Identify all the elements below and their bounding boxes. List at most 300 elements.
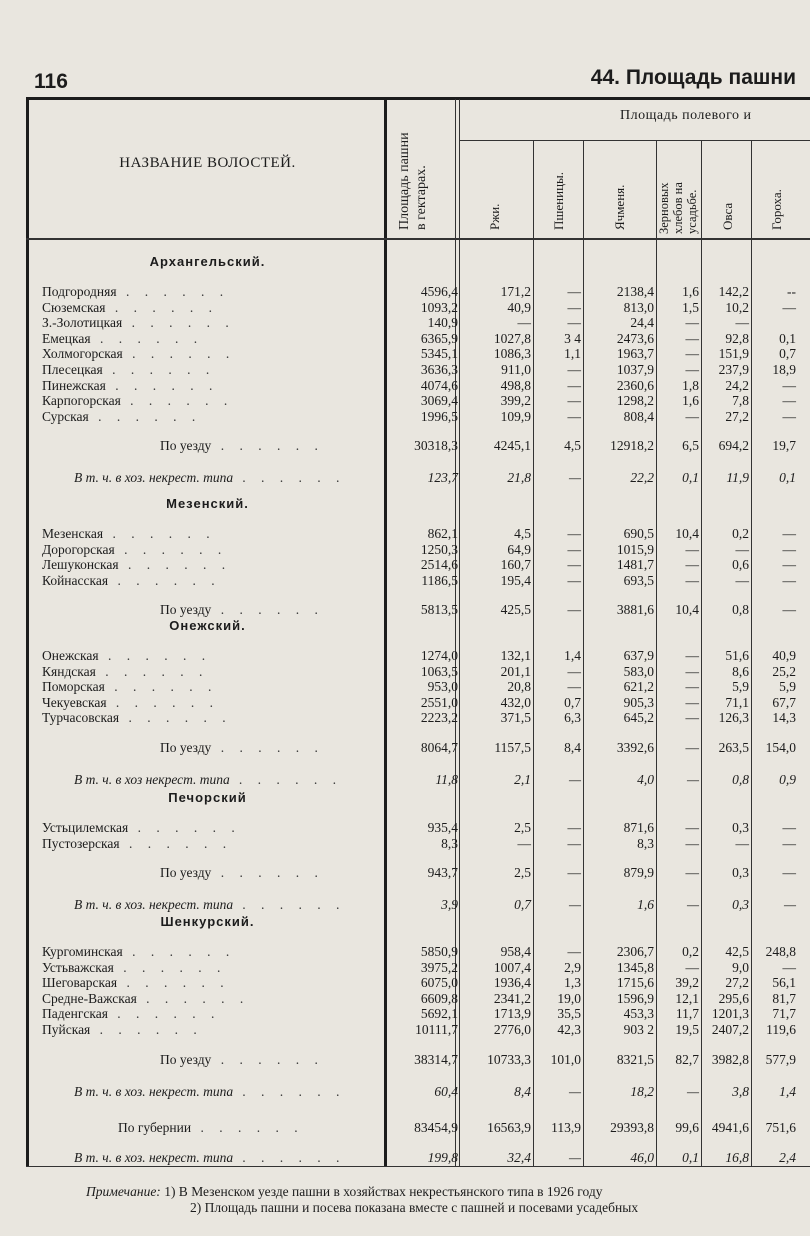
volost-name (42, 526, 216, 542)
cell-oats: — (735, 835, 749, 851)
cell-wheat: — (567, 408, 581, 424)
cell-grain-homestead: — (686, 897, 699, 913)
footnote-line-2: 2) Площадь пашни и посева показана вместе с пашней и посевами усадебных (190, 1200, 639, 1215)
row-name-text: По уезду (160, 1051, 212, 1067)
cell-area: 1186,5 (421, 572, 458, 588)
cell-rye: 1086,3 (493, 346, 531, 362)
cell-wheat: 4,5 (564, 438, 581, 454)
leader-dots: . . . . . . (107, 1006, 221, 1022)
total-row (0, 602, 810, 618)
page-number: 116 (34, 70, 68, 93)
cell-peas: 119,6 (766, 1022, 796, 1037)
leader-dots: . . . . . . (105, 377, 219, 393)
cell-wheat: — (568, 1150, 581, 1165)
cell-grain-homestead: — (685, 820, 699, 835)
table-row (0, 346, 810, 362)
cell-barley: 1963,7 (616, 346, 654, 362)
volost-name (42, 362, 215, 378)
row-name-text: Дорогорская (42, 541, 115, 557)
volost-name (42, 710, 232, 726)
cell-grain-homestead: 39,2 (675, 975, 699, 991)
row-name-text: В т. ч. в хоз некрест. типа (74, 772, 230, 787)
cell-grain-homestead: 10,4 (675, 526, 699, 541)
leader-dots: . . . . . . (211, 438, 324, 454)
row-name-text: Пуйская (42, 1022, 91, 1037)
cell-oats: 92,8 (725, 330, 749, 346)
cell-barley: 2360,6 (616, 377, 654, 393)
cell-barley: 46,0 (630, 1150, 654, 1165)
cell-rye: 201,1 (500, 663, 531, 679)
section-title: Архангельский. (149, 254, 266, 269)
cell-area: 1996,5 (420, 408, 458, 424)
volost-name (42, 573, 221, 589)
volost-name (42, 315, 235, 331)
row-name-text: Шеговарская (42, 975, 118, 991)
cell-grain-homestead: — (686, 1083, 699, 1099)
cell-area: 3,9 (441, 897, 458, 913)
cell-oats: — (735, 572, 749, 588)
leader-dots: . . . . . . (103, 526, 216, 541)
cell-rye: 399,2 (500, 393, 531, 409)
cell-grain-homestead: 82,7 (675, 1051, 699, 1067)
cell-oats: 71,1 (725, 694, 749, 710)
cell-grain-homestead: 10,4 (675, 602, 699, 618)
cell-area: 943,7 (427, 865, 458, 881)
cell-wheat: — (568, 772, 581, 787)
row-name-text: Поморская (42, 679, 105, 695)
cell-peas: — (782, 408, 796, 424)
cell-barley: 1,6 (637, 897, 654, 913)
table-row (0, 679, 810, 695)
volost-name (42, 991, 249, 1007)
table-row (0, 526, 810, 542)
leader-dots: . . . . . . (104, 679, 218, 695)
cell-wheat: 113,9 (551, 1120, 581, 1135)
table-row (0, 991, 810, 1007)
subtotal-row (0, 470, 810, 486)
cell-peas: 0,7 (779, 346, 796, 362)
cell-wheat: 35,5 (557, 1006, 581, 1022)
leader-dots: . . . . . . (229, 772, 343, 787)
leader-dots: . . . . . . (90, 330, 204, 346)
total-row (0, 740, 810, 756)
cell-grain-homestead: — (685, 710, 699, 726)
cell-barley: 693,5 (623, 572, 654, 588)
cell-peas: — (782, 557, 796, 573)
row-name-text: По уезду (160, 740, 212, 755)
cell-barley: 8321,5 (616, 1051, 654, 1067)
cell-peas: 5,9 (779, 679, 796, 695)
leader-dots: . . . . . . (118, 557, 232, 573)
cell-wheat: — (568, 897, 581, 913)
sown-area-group-header: Площадь полевого и (620, 108, 752, 123)
cell-peas: — (782, 835, 796, 851)
cell-oats: 295,6 (718, 990, 749, 1006)
leader-dots: . . . . . . (128, 820, 241, 835)
leader-dots: . . . . . . (233, 470, 346, 486)
cell-oats: 0,8 (732, 772, 749, 787)
cell-peas: -- (787, 284, 796, 299)
cell-barley: 1298,2 (616, 393, 654, 409)
cell-barley: 871,6 (623, 820, 654, 835)
cell-grain-homestead: 19,5 (675, 1022, 699, 1037)
cell-area: 199,8 (427, 1150, 458, 1165)
cell-rye: 371,5 (500, 710, 531, 726)
page-heading: 44. Площадь пашни (590, 66, 796, 89)
cell-rye: 432,0 (500, 694, 531, 710)
cell-oats: 0,3 (732, 820, 749, 835)
cell-peas: 19,7 (772, 438, 796, 454)
cell-wheat: — (567, 572, 581, 588)
cell-rye: 2341,2 (493, 990, 531, 1006)
volost-name (42, 975, 230, 991)
cell-peas: 751,6 (765, 1120, 796, 1135)
cell-rye: 20,8 (507, 679, 531, 695)
footnote-line-1 (86, 1184, 638, 1200)
cell-peas: 71,7 (772, 1006, 796, 1022)
cell-wheat: — (568, 470, 581, 486)
cell-grain-homestead: — (685, 572, 699, 588)
peas-column-header: Гороха. (769, 189, 784, 230)
cell-oats: 51,6 (725, 648, 749, 663)
cell-grain-homestead: — (685, 541, 699, 557)
cell-grain-homestead: 6,5 (682, 438, 699, 454)
cell-barley: 813,0 (623, 299, 654, 315)
leader-dots: . . . . . . (106, 694, 220, 710)
table-row (0, 1006, 810, 1022)
row-name-text: Лешуконская (42, 557, 119, 573)
cell-wheat: 3 4 (564, 330, 581, 346)
cell-oats: 24,2 (725, 377, 749, 393)
row-name-text: Устьцилемская (42, 820, 129, 835)
cell-rye: 21,8 (507, 470, 531, 486)
cell-grain-homestead: 0,1 (682, 470, 699, 486)
cell-rye: 8,4 (514, 1083, 531, 1099)
cell-barley: 808,4 (623, 408, 654, 424)
cell-grain-homestead: 11,7 (675, 1006, 699, 1022)
leader-dots: . . . . . . (108, 572, 221, 588)
cell-barley: 29393,8 (610, 1120, 654, 1135)
cell-rye: 1936,4 (493, 975, 531, 991)
cell-peas: — (782, 393, 796, 409)
cell-grain-homestead: — (685, 648, 699, 663)
cell-rye: 2,5 (514, 820, 531, 835)
cell-rye: 10733,3 (487, 1051, 531, 1067)
row-name-text: Сурская (42, 408, 89, 424)
cell-area: 2551,0 (420, 694, 458, 710)
volost-name (42, 679, 217, 695)
cell-wheat: — (567, 835, 581, 851)
row-name-text: По губернии (118, 1120, 192, 1135)
grain-homestead-column-header: Зерновых хлебов на усадьбе. (657, 182, 699, 234)
cell-area: 38314,7 (414, 1051, 458, 1067)
cell-oats: 9,0 (732, 959, 749, 975)
cell-wheat: 0,7 (564, 694, 581, 710)
volost-name (42, 1022, 203, 1038)
cell-barley: 3881,6 (616, 602, 654, 618)
non-peasant-label (74, 1084, 346, 1100)
leader-dots: . . . . . . (211, 740, 324, 755)
cell-grain-homestead: — (685, 557, 699, 573)
cell-rye: 40,9 (507, 299, 531, 315)
cell-wheat: — (567, 393, 581, 409)
cell-barley: 903 2 (623, 1022, 654, 1037)
cell-barley: 2138,4 (616, 284, 654, 299)
cell-peas: — (783, 897, 796, 913)
cell-rye: 958,4 (500, 944, 531, 959)
cell-rye: 0,7 (514, 897, 531, 913)
table-bottom-rule (26, 1166, 810, 1167)
cell-wheat: — (567, 526, 581, 541)
cell-wheat: — (568, 1083, 581, 1099)
cell-area: 8064,7 (420, 740, 458, 755)
cell-peas: 67,7 (772, 694, 796, 710)
cell-area: 6075,0 (420, 975, 458, 991)
cell-barley: 690,5 (623, 526, 654, 541)
cell-rye: 109,9 (500, 408, 531, 424)
cell-peas: 154,0 (765, 740, 796, 755)
row-name-text: Кургоминская (42, 944, 123, 959)
cell-oats: 3,8 (732, 1083, 749, 1099)
leader-dots: . . . . . . (119, 710, 232, 726)
cell-oats: 11,9 (726, 470, 749, 486)
section-title: Онежский. (169, 618, 246, 633)
cell-area: 2514,6 (420, 557, 458, 573)
cell-grain-homestead: — (685, 330, 699, 346)
cell-wheat: — (567, 602, 581, 618)
table-row (0, 557, 810, 573)
cell-wheat: — (567, 315, 581, 331)
cell-wheat: 6,3 (564, 710, 581, 726)
cell-wheat: — (567, 820, 581, 835)
cell-peas: 0,9 (779, 772, 796, 787)
table-row (0, 695, 810, 711)
leader-dots: . . . . . . (233, 897, 346, 913)
cell-rye: 1713,9 (493, 1006, 531, 1022)
cell-peas: — (782, 526, 796, 541)
table-row (0, 315, 810, 331)
cell-grain-homestead: 1,5 (682, 299, 699, 315)
leader-dots: . . . . . . (211, 1051, 324, 1067)
row-name-text: Подгородняя (42, 284, 117, 299)
total-row (0, 1120, 810, 1136)
cell-area: 5850,9 (420, 944, 458, 959)
cell-area: 2223,2 (420, 710, 458, 726)
leader-dots: . . . . . . (114, 541, 228, 557)
cell-grain-homestead: — (685, 865, 699, 881)
cell-grain-homestead: 12,1 (675, 990, 699, 1006)
cell-area: 123,7 (427, 470, 458, 486)
leader-dots: . . . . . . (233, 1083, 346, 1099)
row-name-text: З.-Золотицкая (42, 315, 123, 331)
cell-peas: 248,8 (765, 944, 796, 959)
cell-oats: 10,2 (725, 299, 749, 315)
cell-area: 1250,3 (420, 541, 458, 557)
cell-area: 140,9 (427, 315, 458, 331)
volost-name (42, 346, 235, 362)
cell-grain-homestead: — (685, 315, 699, 331)
cell-peas: 577,9 (765, 1051, 796, 1067)
cell-barley: 4,0 (637, 772, 654, 787)
cell-grain-homestead: 1,6 (682, 284, 699, 299)
cell-oats: 237,9 (718, 362, 749, 377)
leader-dots: . . . . . . (117, 975, 230, 991)
cell-wheat: 101,0 (550, 1051, 581, 1067)
cell-grain-homestead: — (685, 362, 699, 377)
oats-column-header: Овса (720, 202, 735, 230)
cell-area: 10111,7 (415, 1022, 458, 1037)
cell-barley: 24,4 (630, 315, 654, 331)
cell-wheat: 2,9 (564, 959, 581, 975)
cell-rye: 1007,4 (493, 959, 531, 975)
cell-peas: 56,1 (772, 975, 796, 991)
cell-area: 6365,9 (420, 330, 458, 346)
cell-barley: 12918,2 (610, 438, 654, 454)
cell-rye: 2,5 (514, 865, 531, 881)
cell-rye: 1157,5 (494, 740, 531, 755)
cell-peas: — (782, 865, 796, 881)
province-total-label (118, 1120, 304, 1136)
cell-area: 60,4 (434, 1083, 458, 1099)
cell-oats: 4941,6 (711, 1120, 749, 1135)
row-name-text: Сюземская (42, 299, 106, 315)
cell-barley: 22,2 (630, 470, 654, 486)
rye-column-header: Ржи. (487, 203, 502, 230)
leader-dots: . . . . . . (211, 602, 324, 618)
row-name-text: В т. ч. в хоз. некрест. типа (74, 1083, 234, 1099)
cell-wheat: — (567, 944, 581, 959)
table-row (0, 331, 810, 347)
cell-grain-homestead: — (685, 408, 699, 424)
cell-oats: 0,3 (732, 865, 749, 881)
table-row (0, 664, 810, 680)
cell-area: 1093,2 (420, 299, 458, 315)
cell-wheat: — (567, 541, 581, 557)
cell-oats: 1201,3 (711, 1006, 749, 1022)
district-total-label (160, 602, 324, 618)
cell-rye: 498,8 (500, 377, 531, 393)
non-peasant-label (74, 897, 346, 913)
cell-area: 3975,2 (420, 959, 458, 975)
cell-grain-homestead: — (685, 959, 699, 975)
table-row (0, 975, 810, 991)
cell-rye: 2,1 (514, 772, 531, 787)
cell-oats: 7,8 (732, 393, 749, 409)
table-row (0, 836, 810, 852)
cell-barley: 621,2 (623, 679, 654, 695)
cell-barley: 1015,9 (616, 541, 654, 557)
leader-dots: . . . . . . (116, 284, 230, 299)
cell-rye: 195,4 (500, 572, 531, 588)
cell-barley: 3392,6 (616, 740, 654, 755)
cell-grain-homestead: — (685, 740, 699, 755)
cell-oats: 0,2 (732, 526, 749, 541)
subtotal-row (0, 897, 810, 913)
footnote-text-1: 1) В Мезенском уезде пашни в хозяйствах некрестьянского типа в 1926 году (164, 1184, 603, 1199)
cell-wheat: 1,3 (564, 975, 581, 991)
cell-rye: 64,9 (507, 541, 531, 557)
table-row (0, 1022, 810, 1038)
row-name-text: По уезду (160, 438, 212, 454)
cell-oats: 42,5 (725, 944, 749, 959)
cell-peas: 14,3 (772, 710, 796, 726)
cell-grain-homestead: 0,2 (682, 944, 699, 959)
cell-barley: 905,3 (623, 694, 654, 710)
cell-peas: — (782, 572, 796, 588)
cell-rye: 911,0 (501, 362, 531, 377)
cell-barley: 1715,6 (616, 975, 654, 991)
leader-dots: . . . . . . (211, 865, 324, 881)
cell-peas: — (782, 602, 796, 618)
cell-area: 4074,6 (420, 377, 458, 393)
cell-barley: 583,0 (623, 663, 654, 679)
cell-peas: 1,4 (779, 1083, 796, 1099)
footnote-label: Примечание: (86, 1184, 161, 1199)
cell-area: 1274,0 (420, 648, 458, 663)
cell-oats: 0,6 (732, 557, 749, 573)
cell-wheat: — (567, 679, 581, 695)
cell-wheat: — (567, 865, 581, 881)
cell-barley: 1596,9 (616, 990, 654, 1006)
table-row (0, 710, 810, 726)
total-row (0, 1052, 810, 1068)
row-name-text: Устьважская (42, 959, 114, 975)
cell-peas: 0,1 (779, 330, 796, 346)
cell-area: 30318,3 (414, 438, 458, 454)
table-row (0, 944, 810, 960)
cell-rye: 132,1 (500, 648, 531, 663)
cell-rye: 171,2 (500, 284, 531, 299)
cell-rye: 32,4 (507, 1150, 531, 1165)
row-name-text: По уезду (160, 602, 212, 618)
table-row (0, 573, 810, 589)
leader-dots: . . . . . . (119, 835, 233, 851)
cell-oats: 126,3 (718, 710, 749, 726)
row-name-text: Карпогорская (42, 393, 121, 409)
leader-dots: . . . . . . (95, 663, 209, 679)
cell-oats: 27,2 (725, 408, 749, 424)
cell-area: 83454,9 (414, 1120, 458, 1135)
cell-rye: — (517, 315, 531, 331)
cell-grain-homestead: — (685, 346, 699, 362)
cell-area: 11,8 (435, 772, 458, 787)
cell-barley: 1037,9 (616, 362, 654, 377)
cell-area: 6609,8 (420, 990, 458, 1006)
cell-barley: 453,3 (623, 1006, 654, 1022)
volost-name (42, 944, 235, 960)
section-title: Мезенский. (166, 496, 249, 511)
table-row (0, 960, 810, 976)
leader-dots: . . . . . . (113, 959, 227, 975)
cell-wheat: — (567, 362, 581, 377)
cell-wheat: 1,4 (564, 648, 581, 663)
wheat-column-header: Пшеницы. (551, 171, 566, 230)
leader-dots: . . . . . . (88, 408, 202, 424)
cell-wheat: — (567, 377, 581, 393)
volost-name (42, 820, 241, 836)
cell-peas: — (782, 959, 796, 975)
cell-oats: 3982,8 (711, 1051, 749, 1067)
total-row (0, 865, 810, 881)
cell-wheat: — (567, 663, 581, 679)
leader-dots: . . . . . . (122, 944, 236, 959)
cell-area: 935,4 (427, 820, 458, 835)
volost-name (42, 409, 201, 425)
row-name-text: По уезду (160, 865, 212, 881)
cell-peas: 81,7 (772, 990, 796, 1006)
cell-area: 5692,1 (420, 1006, 458, 1022)
cell-rye: 4245,1 (493, 438, 531, 454)
